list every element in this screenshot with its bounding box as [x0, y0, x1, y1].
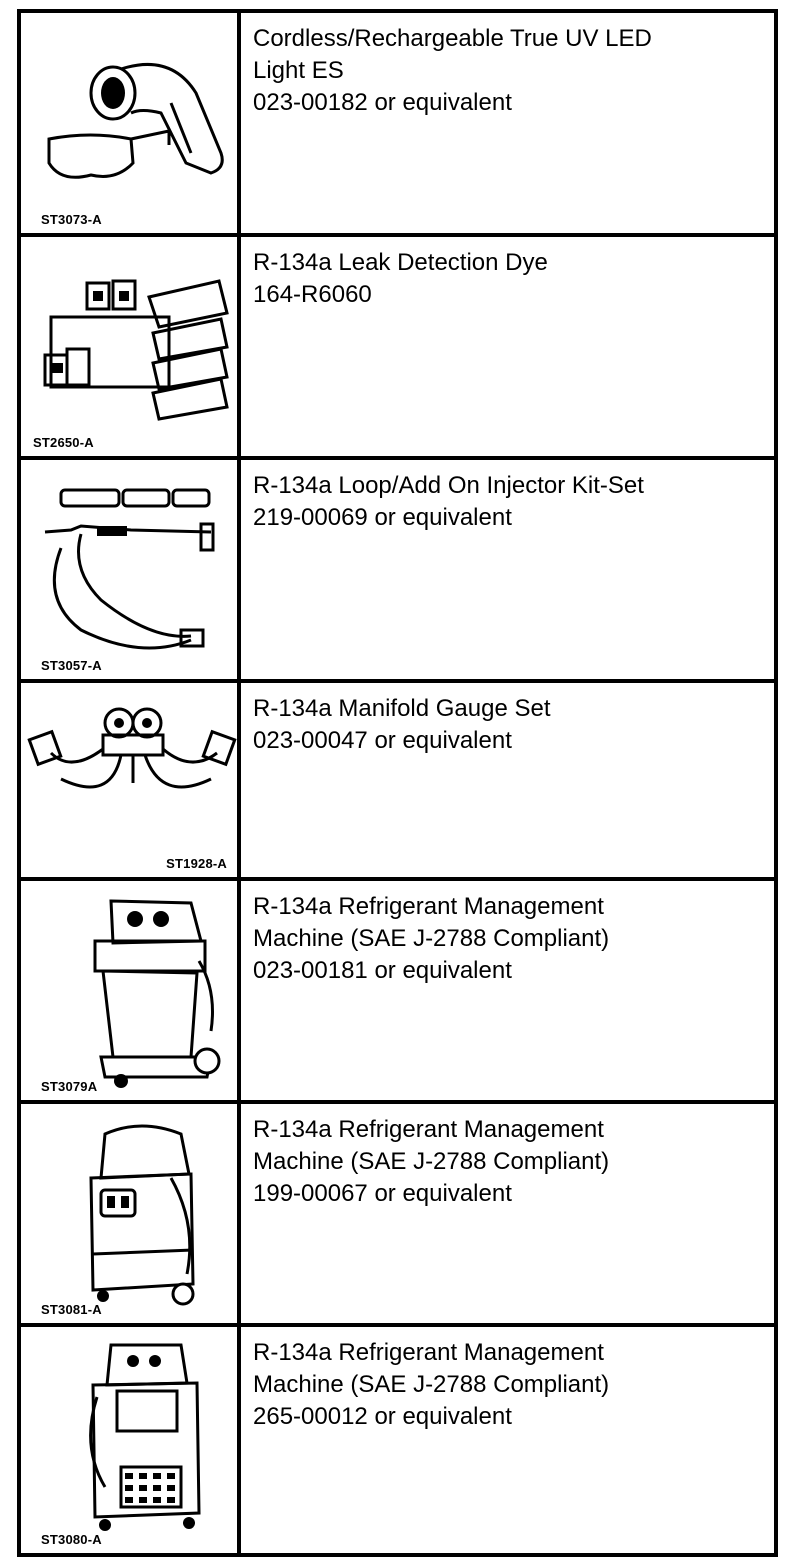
- tool-name-line: R-134a Manifold Gauge Set: [253, 695, 551, 722]
- tool-illustration-cell: [21, 1104, 241, 1323]
- illustration-code: ST2650-A: [33, 435, 94, 450]
- special-tools-table: [17, 9, 778, 1557]
- illustration-code: ST1928-A: [166, 856, 227, 871]
- tool-name-line: Light ES: [253, 57, 344, 84]
- tool-description-cell: [245, 881, 774, 1100]
- illustration-code: ST3080-A: [41, 1532, 102, 1547]
- tool-part-number: 023-00181 or equivalent: [253, 957, 512, 984]
- tool-description-cell: [245, 1327, 774, 1553]
- tool-name-line: R-134a Loop/Add On Injector Kit-Set: [253, 472, 644, 499]
- tool-description-cell: [245, 1104, 774, 1323]
- refrigerant-machine-icon: [21, 1327, 237, 1553]
- illustration-code: ST3057-A: [41, 658, 102, 673]
- table-row: [21, 13, 774, 233]
- tool-name-line: Machine (SAE J-2788 Compliant): [253, 1371, 610, 1398]
- tool-illustration-cell: [21, 881, 241, 1100]
- dye-bottles-icon: [21, 237, 237, 456]
- table-row: [21, 1100, 774, 1323]
- tool-name-line: Machine (SAE J-2788 Compliant): [253, 1148, 610, 1175]
- tool-part-number: 164-R6060: [253, 281, 372, 308]
- tool-illustration-cell: [21, 237, 241, 456]
- table-row: [21, 1323, 774, 1553]
- tool-part-number: 219-00069 or equivalent: [253, 504, 512, 531]
- tool-illustration-cell: [21, 1327, 241, 1553]
- tool-description-cell: [245, 460, 774, 679]
- illustration-code: ST3081-A: [41, 1302, 102, 1317]
- illustration-code: ST3073-A: [41, 212, 102, 227]
- tool-name-line: R-134a Refrigerant Management: [253, 893, 604, 920]
- table-row: [21, 456, 774, 679]
- tool-illustration-cell: [21, 683, 241, 877]
- injector-kit-icon: [21, 460, 237, 679]
- tool-part-number: 199-00067 or equivalent: [253, 1180, 512, 1207]
- tool-part-number: 265-00012 or equivalent: [253, 1403, 512, 1430]
- tool-name-line: Cordless/Rechargeable True UV LED: [253, 25, 652, 52]
- tool-description-cell: [245, 683, 774, 877]
- tool-name-line: R-134a Refrigerant Management: [253, 1339, 604, 1366]
- table-row: [21, 233, 774, 456]
- tool-part-number: 023-00047 or equivalent: [253, 727, 512, 754]
- tool-name-line: R-134a Leak Detection Dye: [253, 249, 548, 276]
- tool-part-number: 023-00182 or equivalent: [253, 89, 512, 116]
- refrigerant-machine-icon: [21, 1104, 237, 1323]
- tool-illustration-cell: [21, 460, 241, 679]
- illustration-code: ST3079A: [41, 1079, 98, 1094]
- table-row: [21, 877, 774, 1100]
- tool-name-line: R-134a Refrigerant Management: [253, 1116, 604, 1143]
- tool-name-line: Machine (SAE J-2788 Compliant): [253, 925, 610, 952]
- tool-description-cell: [245, 13, 774, 233]
- uv-light-icon: [21, 13, 237, 233]
- tool-description-cell: [245, 237, 774, 456]
- table-row: [21, 679, 774, 877]
- tool-illustration-cell: [21, 13, 241, 233]
- manifold-gauge-icon: [21, 683, 237, 877]
- refrigerant-machine-icon: [21, 881, 237, 1100]
